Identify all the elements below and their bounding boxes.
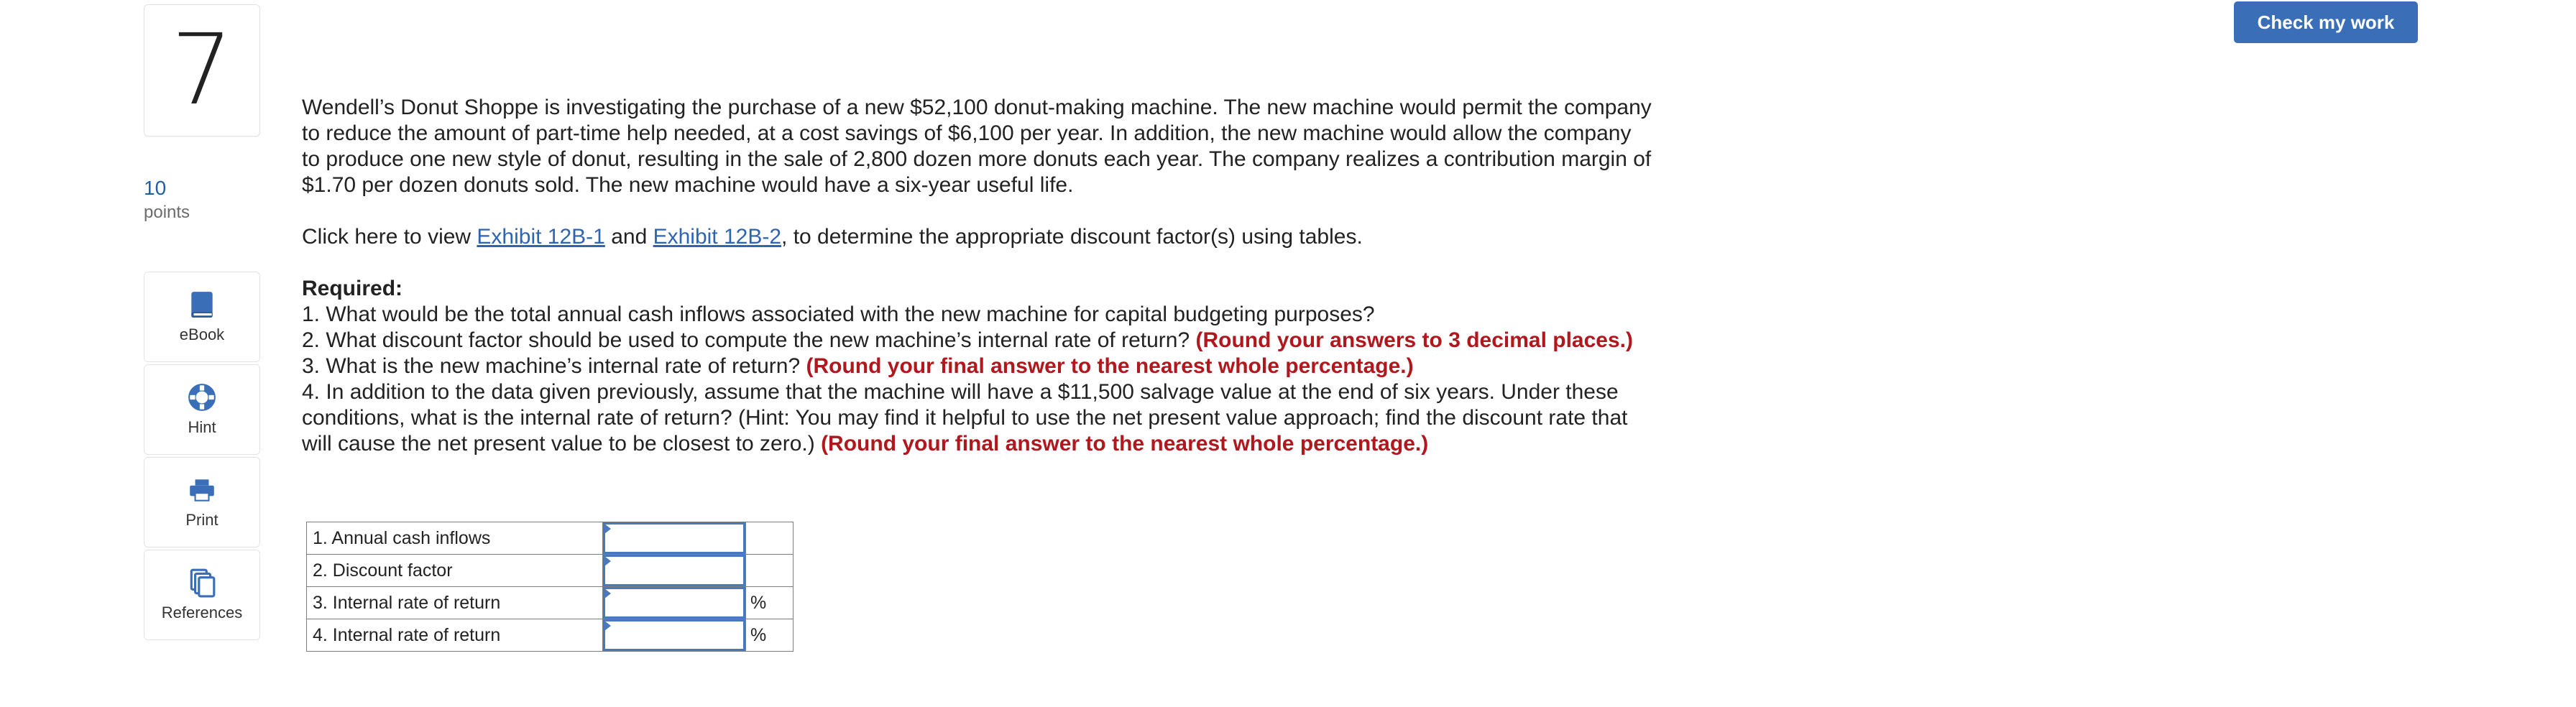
row-unit: %	[746, 619, 794, 652]
row-label: 1. Annual cash inflows	[307, 522, 603, 555]
tool-sidebar	[144, 272, 260, 642]
requirement-2-note: (Round your answers to 3 decimal places.)	[1195, 328, 1633, 352]
row-label: 4. Internal rate of return	[307, 619, 603, 652]
row-unit: %	[746, 587, 794, 619]
ebook-button[interactable]	[144, 272, 260, 362]
check-my-work-button[interactable]: Check my work	[2234, 1, 2418, 43]
row-unit	[746, 555, 794, 587]
entry-flag-icon	[604, 556, 611, 566]
hint-label: Hint	[188, 418, 216, 436]
requirement-4-text: 4. In addition to the data given previously, assume that the machine will have a $11,500 salvage value at the end of six years. Under these conditions, what is the internal rate of return? (Hint: You may find it helpful to use the net present value approach; find the discount rate that will cause the net present value to be closest to zero.)	[302, 380, 1628, 456]
requirement-3-text: 3. What is the new machine’s internal rate of return?	[302, 354, 806, 378]
requirement-4-note: (Round your final answer to the nearest whole percentage.)	[821, 432, 1429, 456]
exhibit-suffix: , to determine the appropriate discount factor(s) using tables.	[781, 225, 1363, 249]
entry-flag-icon	[604, 621, 611, 631]
exhibit-12b2-link[interactable]: Exhibit 12B-2	[653, 225, 782, 249]
discount-factor-input[interactable]	[603, 555, 745, 586]
exhibit-12b1-link[interactable]: Exhibit 12B-1	[477, 225, 605, 249]
points-value: 10	[144, 177, 167, 199]
hint-button[interactable]	[144, 364, 260, 455]
ebook-label: eBook	[179, 325, 225, 343]
table-row	[307, 619, 794, 652]
requirement-2-text: 2. What discount factor should be used to compute the new machine’s internal rate of return?	[302, 328, 1196, 352]
entry-flag-icon	[604, 524, 611, 534]
row-label: 3. Internal rate of return	[307, 587, 603, 619]
problem-intro: Wendell’s Donut Shoppe is investigating the purchase of a new $52,100 donut-making machine. The new machine would permit the company to reduce the amount of part-time help needed, at a cost savings of $6,100 per year. In addition, the new machine would allow the company to produce one new style of donut, resulting in the sale of 2,800 dozen more donuts each year. The company realizes a contribution margin of $1.70 per dozen donuts sold. The new machine would have a six-year useful life.	[302, 96, 1652, 197]
irr-input[interactable]	[603, 587, 745, 619]
required-heading: Required:	[302, 277, 403, 300]
printer-icon	[187, 475, 217, 505]
irr-with-salvage-input[interactable]	[603, 619, 745, 651]
table-row	[307, 587, 794, 619]
requirement-3	[302, 354, 1653, 379]
row-unit	[746, 522, 794, 555]
print-button[interactable]	[144, 457, 260, 547]
references-label: References	[161, 604, 243, 621]
book-icon	[187, 290, 217, 320]
annual-cash-inflows-input[interactable]	[603, 522, 745, 554]
requirement-1: 1. What would be the total annual cash inflows associated with the new machine for capital budgeting purposes?	[302, 302, 1375, 326]
lifebuoy-icon	[187, 382, 217, 412]
row-label: 2. Discount factor	[307, 555, 603, 587]
table-row	[307, 555, 794, 587]
documents-icon	[187, 568, 217, 598]
problem-content	[302, 95, 1653, 457]
table-row	[307, 522, 794, 555]
exhibit-and: and	[604, 225, 653, 249]
requirement-2	[302, 328, 1653, 354]
question-number-box	[144, 4, 260, 137]
exhibit-line	[302, 224, 1653, 250]
question-number: 7	[170, 14, 234, 127]
references-button[interactable]	[144, 550, 260, 640]
answer-table	[306, 522, 794, 652]
entry-flag-icon	[604, 588, 611, 599]
print-label: Print	[185, 511, 218, 529]
requirement-4	[302, 379, 1653, 457]
requirement-3-note: (Round your final answer to the nearest whole percentage.)	[806, 354, 1414, 378]
points-label: points	[144, 203, 190, 222]
exhibit-prefix: Click here to view	[302, 225, 477, 249]
